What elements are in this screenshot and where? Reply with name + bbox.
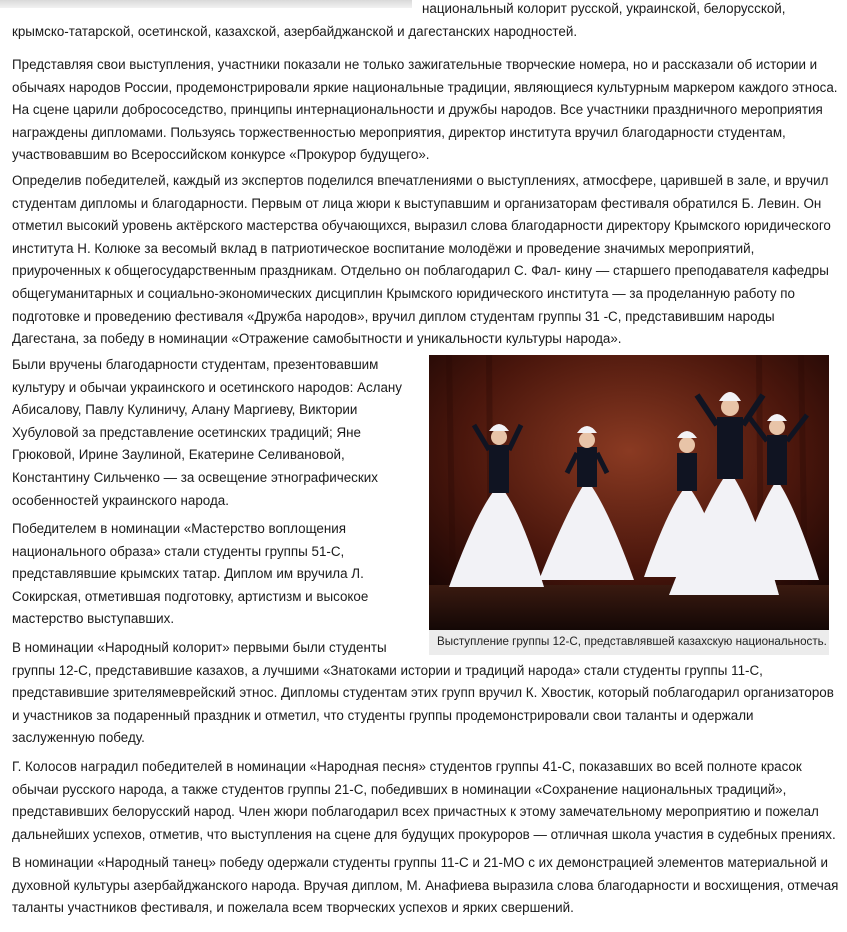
dance-photo	[429, 355, 829, 630]
figure-caption: Выступление группы 12-С, представлявшей казахскую национальность.	[437, 635, 827, 648]
paragraph-folk-dance: В номинации «Народный танец» победу одержали студенты группы 11-С и 21-МО с их демонстрацией элементов материальной и духовной культуры азербайджанского народа. Вручая диплом, М. Анафиева выразила слова благодарности и восхищения, отмечая таланты участников фестиваля, и пожелала всем творческих успехов и ярких свершений.	[12, 855, 839, 916]
paragraph-gratitude: Были вручены благодарности студентам, презентовавшим культуру и обычаи украинского и осетинского народов: Аслану Абисалову, Павлу Кулиничу, Алану Маргиеву, Виктории Хубуловой за представление осетинских традиций; Яне Грюковой, Ирине Заулиной, Екатерине Селивановой, Константину Сильченко — за освещение этнографических особенностей украинского народа.	[12, 357, 402, 508]
folk-colorit-line-1: В номинации «Народный колорит» первыми были студенты	[12, 640, 387, 655]
paragraph-mastery: Победителем в номинации «Мастерство воплощения национального образа» стали студенты группы 51-С, представлявшие крымских татар. Диплом им вручила Л. Сокирская, отметившая подготовку, артистизм и высокое мастерство выступавших.	[12, 521, 369, 627]
intro-line-2: крымско-татарской, осетинской, казахской, азербайджанской и дагестанских народностей.	[12, 23, 578, 39]
folk-colorit-rest: группы 12-С, представившие казахов, а лучшими «Знатоками истории и традиций народа» стали студенты группы 11-С, представившие зрителямеврейский этнос. Дипломы студентам этих групп вручил К. Хвостик, который поблагодарил организаторов и участников за подаренный праздник и отметил, что студенты группы продемонстрировали свои таланты и одержали заслуженную победу.	[12, 662, 834, 746]
paragraph-folk-song: Г. Колосов наградил победителей в номинации «Народная песня» студентов группы 41-С, показавших во всей полноте красок обычаи русского народа, а также студентов группы 21-С, победивших в номинации «Сохранение национальных традиций», представивших белорусский народ. Член жюри поблагодарил всех причастных к этому замечательному мероприятию и пожелал дальнейших успехов, отметив, что выступления на сцене для будущих прокуроров — отличная школа участия в судебных прениях.	[12, 759, 836, 842]
paragraph-performances: Представляя свои выступления, участники показали не только зажигательные творческие номера, но и рассказали об истории и обычаях народов России, продемонстрировали яркие национальные традиции, являющиеся культурным маркером каждого этноса. На сцене царили добрососедство, принципы интернациональности и дружбы народов. Все участники праздничного мероприятия награждены дипломами. Пользуясь торжественностью мероприятия, директор института вручил благодарности студентам, участвовавшим во Всероссийском конкурсе «Прокурор будущего».	[12, 57, 838, 163]
dance-photo-illustration	[429, 355, 829, 630]
paragraph-intro	[12, 0, 840, 43]
paragraph-winners: Определив победителей, каждый из экспертов поделился впечатлениями о выступлениях, атмосфере, царившей в зале, и вручил студентам дипломы и благодарности. Первым от лица жюри к выступавшим и организаторам фестиваля обратился Б. Левин. Он отметил высокий уровень актёрского мастерства обучающихся, выразил слова благодарности директору Крымского юридического института Н. Колюке за весомый вклад в патриотическое воспитание молодёжи и проведение значимых мероприятий, приуроченных к общегосударственным праздникам. Отдельно он поблагодарил С. Фал- кину — старшего преподавателя кафедры общегуманитарных и социально-экономических дисциплин Крымского юридического института — за проделанную работу по подготовке и проведению фестиваля «Дружба народов», вручил диплом студентам группы 31 -С, представившим народы Дагестана, за победу в номинации «Отражение самобытности и уникальности культуры народа».	[12, 173, 831, 347]
article-figure	[429, 355, 829, 655]
intro-line-1: национальный колорит русской, украинской, белорусской,	[422, 1, 786, 16]
